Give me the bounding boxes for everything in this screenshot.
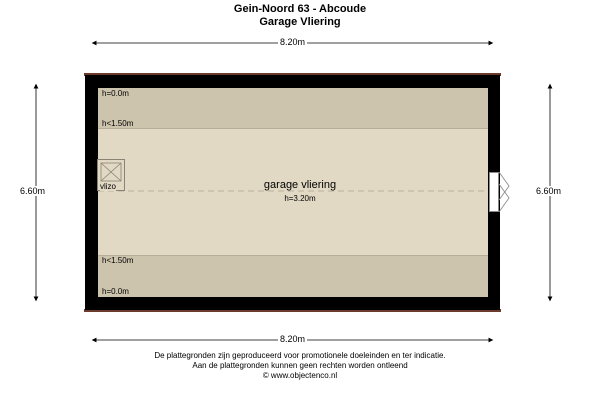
width-label-bottom: 8.20m [280,334,306,344]
depth-label-right: 6.60m [536,186,562,196]
low-ceiling-zone-top [98,88,488,128]
low-ceiling-zone-bottom [98,255,488,297]
depth-label-left: 6.60m [20,186,46,196]
floor-title: Garage Vliering [259,16,341,28]
height-boundary-bottom [98,255,488,256]
address-title: Gein-Noord 63 - Abcoude [233,3,367,15]
height-marker-top-edge: h=0.0m [102,89,129,98]
hatch-label: vlizo [100,182,117,191]
room-name: garage vliering [263,179,337,191]
height-marker-bottom-edge: h=0.0m [102,287,129,296]
height-marker-bottom-limit: h<1.50m [102,256,134,265]
footer-disclaimer: De plattegronden zijn geproduceerd voor promotionele doeleinden en ter indicatie. [154,351,446,360]
footer-copyright: © www.objectenco.nl [262,371,338,380]
room-height: h=3.20m [284,194,316,203]
width-label-top: 8.20m [280,37,306,47]
window [489,172,499,212]
footer-rights: Aan de plattegronden kunnen geen rechten worden ontleend [192,361,408,370]
height-marker-top-limit: h<1.50m [102,119,134,128]
height-boundary-top [98,128,488,129]
